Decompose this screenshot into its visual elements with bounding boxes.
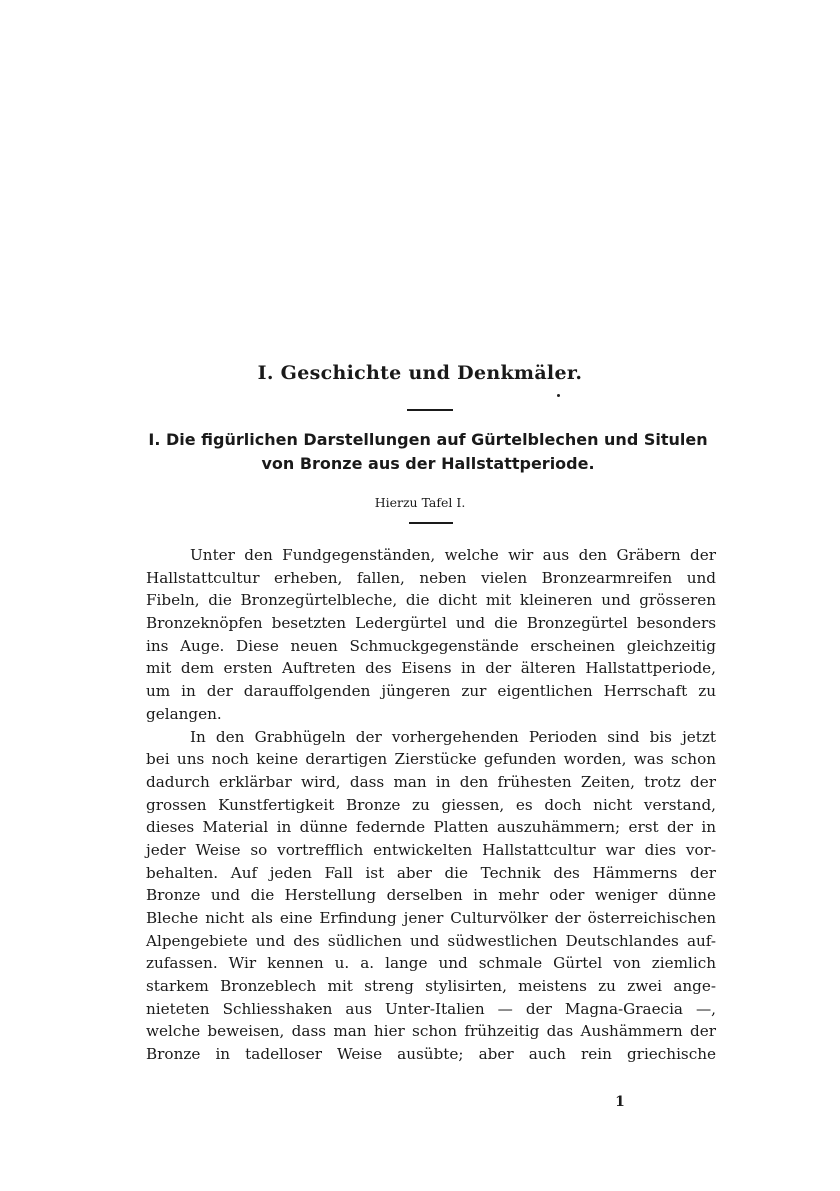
body-line: mit dem ersten Auftreten des Eisens in der älteren Hallstattperiode, <box>146 659 716 678</box>
body-line: bei uns noch keine derartigen Zierstücke gefunden worden, was schon <box>146 750 716 769</box>
body-line: grossen Kunstfertigkeit Bronze zu giessen, es doch nicht verstand, <box>146 795 716 814</box>
body-line: ins Auge. Diese neuen Schmuckgegenstände erscheinen gleichzeitig <box>146 636 716 655</box>
body-line: Bronze und die Herstellung derselben in mehr oder weniger dünne <box>146 886 716 905</box>
body-line: welche beweisen, dass man hier schon frühzeitig das Aushämmern der <box>146 1022 716 1041</box>
body-line: Bleche nicht als eine Erfindung jener Culturvölker der österreichischen <box>146 909 716 927</box>
body-text <box>146 544 716 1066</box>
body-line: Unter den Fundgegenständen, welche wir aus den Gräbern der <box>190 546 716 564</box>
body-line: dadurch erklärbar wird, dass man in den frühesten Zeiten, trotz der <box>146 772 716 791</box>
article-title-line-2: von Bronze aus der Hallstattperiode. <box>261 454 595 473</box>
body-line: jeder Weise so vortrefflich entwickelten Hallstattcultur war dies vor- <box>146 840 716 859</box>
page-number: 1 <box>615 1094 625 1110</box>
article-title-line-1: I. Die figürlichen Darstellungen auf Gürtelblechen und Situlen <box>148 430 708 449</box>
body-line: nieteten Schliesshaken aus Unter-Italien — der Magna-Graecia —, <box>146 999 716 1018</box>
plate-reference-note: Hierzu Tafel I. <box>374 495 466 510</box>
body-line: Fibeln, die Bronzegürtelbleche, die dicht mit kleineren und grösseren <box>146 591 716 610</box>
heading-divider-rule <box>407 409 453 411</box>
article-title <box>140 428 716 476</box>
body-line: dieses Material in dünne federnde Platten auszuhämmern; erst der in <box>146 818 716 837</box>
body-line: gelangen. <box>146 704 222 723</box>
body-line: In den Grabhügeln der vorhergehenden Perioden sind bis jetzt <box>190 727 716 746</box>
body-line: Bronzeknöpfen besetzten Ledergürtel und die Bronzegürtel besonders <box>146 614 716 633</box>
print-speck <box>557 394 560 397</box>
body-line: zufassen. Wir kennen u. a. lange und schmale Gürtel von ziemlich <box>146 954 716 973</box>
body-line: Bronze in tadelloser Weise ausübte; aber auch rein griechische <box>146 1045 716 1064</box>
body-line: Alpengebiete und des südlichen und südwestlichen Deutschlandes auf- <box>146 931 716 950</box>
section-heading: I. Geschichte und Denkmäler. <box>257 362 583 384</box>
body-line: um in der darauffolgenden jüngeren zur eigentlichen Herrschaft zu <box>146 682 716 701</box>
title-divider-rule <box>409 522 453 524</box>
body-line: starkem Bronzeblech mit streng stylisirten, meistens zu zwei ange- <box>146 977 716 996</box>
body-line: behalten. Auf jeden Fall ist aber die Technik des Hämmerns der <box>146 863 716 882</box>
body-line: Hallstattcultur erheben, fallen, neben vielen Bronzearmreifen und <box>146 568 716 587</box>
